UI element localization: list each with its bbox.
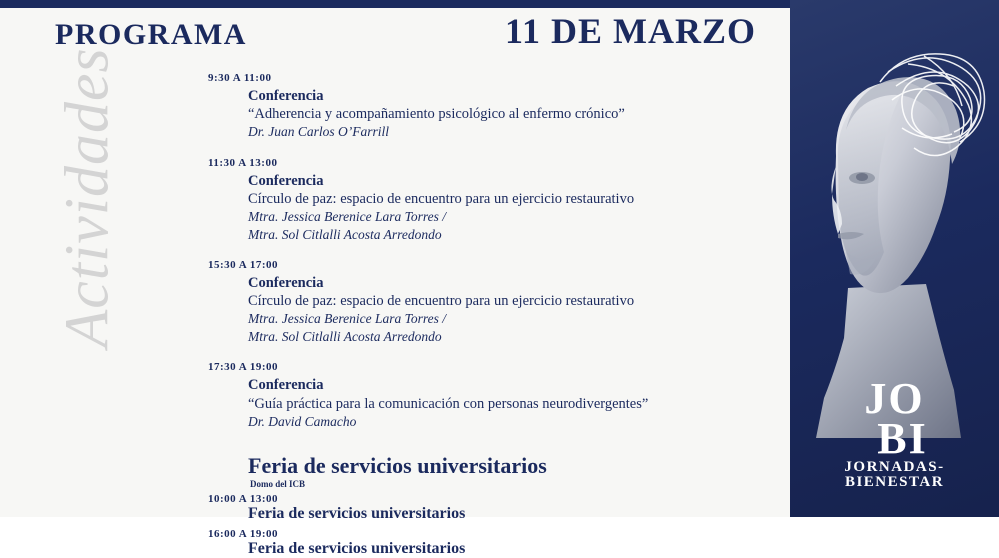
slot-kind: Conferencia [248,377,324,394]
feria-item [208,493,728,523]
feria-title: Feria de servicios universitarios [248,453,547,479]
slot-time: 11:30 A 13:00 [208,156,278,169]
slot-title: “Guía práctica para la comunicación con personas neurodivergentes” [248,395,649,412]
event-logo [790,373,999,491]
slot-speaker: Dr. David Camacho [248,413,357,429]
slot-time: 15:30 A 17:00 [208,259,279,272]
logo-bienestar: BIENESTAR [844,474,945,491]
schedule-item [208,361,728,430]
date-heading: 11 DE MARZO [504,11,756,51]
schedule-list [208,72,728,558]
feria-place: Domo del ICB [250,479,306,490]
schedule-item [208,72,728,141]
slot-time: 9:30 A 11:00 [208,72,272,84]
slot-speaker: Mtra. Jessica Berenice Lara Torres / [248,311,446,327]
brand-panel [790,0,999,517]
header-rule [0,0,790,8]
feria-slot-time: 10:00 A 13:00 [208,493,279,506]
slot-speaker: Mtra. Sol Citlalli Acosta Arredondo [248,226,442,242]
feria-item [208,527,728,558]
slot-speaker: Dr. Juan Carlos O’Farrill [248,124,390,140]
feria-slot-label: Feria de servicios universitarios [248,505,466,523]
schedule-item [208,157,728,243]
poster-header [0,0,790,62]
logo-jornadas: JORNADAS- [844,458,945,475]
slot-kind: Conferencia [248,172,324,189]
slot-time: 17:30 A 19:00 [208,361,279,374]
page-title: PROGRAMA [55,18,247,51]
slot-kind: Conferencia [248,88,324,104]
feria-section [208,453,728,558]
slot-title: Círculo de paz: espacio de encuentro para un ejercicio restaurativo [248,293,635,310]
slot-title: Círculo de paz: espacio de encuentro para un ejercicio restaurativo [248,190,635,207]
schedule-item [208,259,728,345]
slot-title: “Adherencia y acompañamiento psicológico al enfermo crónico” [248,106,625,123]
logo-bi: BI [877,414,928,464]
logo-jo: JO [864,373,925,423]
feria-slot-label: Feria de servicios universitarios [248,539,466,557]
slot-kind: Conferencia [248,275,324,292]
activities-watermark: Actividades [53,47,122,348]
feria-slot-time: 16:00 A 19:00 [208,527,279,540]
slot-speaker: Mtra. Sol Citlalli Acosta Arredondo [248,328,442,344]
slot-speaker: Mtra. Jessica Berenice Lara Torres / [248,209,446,225]
